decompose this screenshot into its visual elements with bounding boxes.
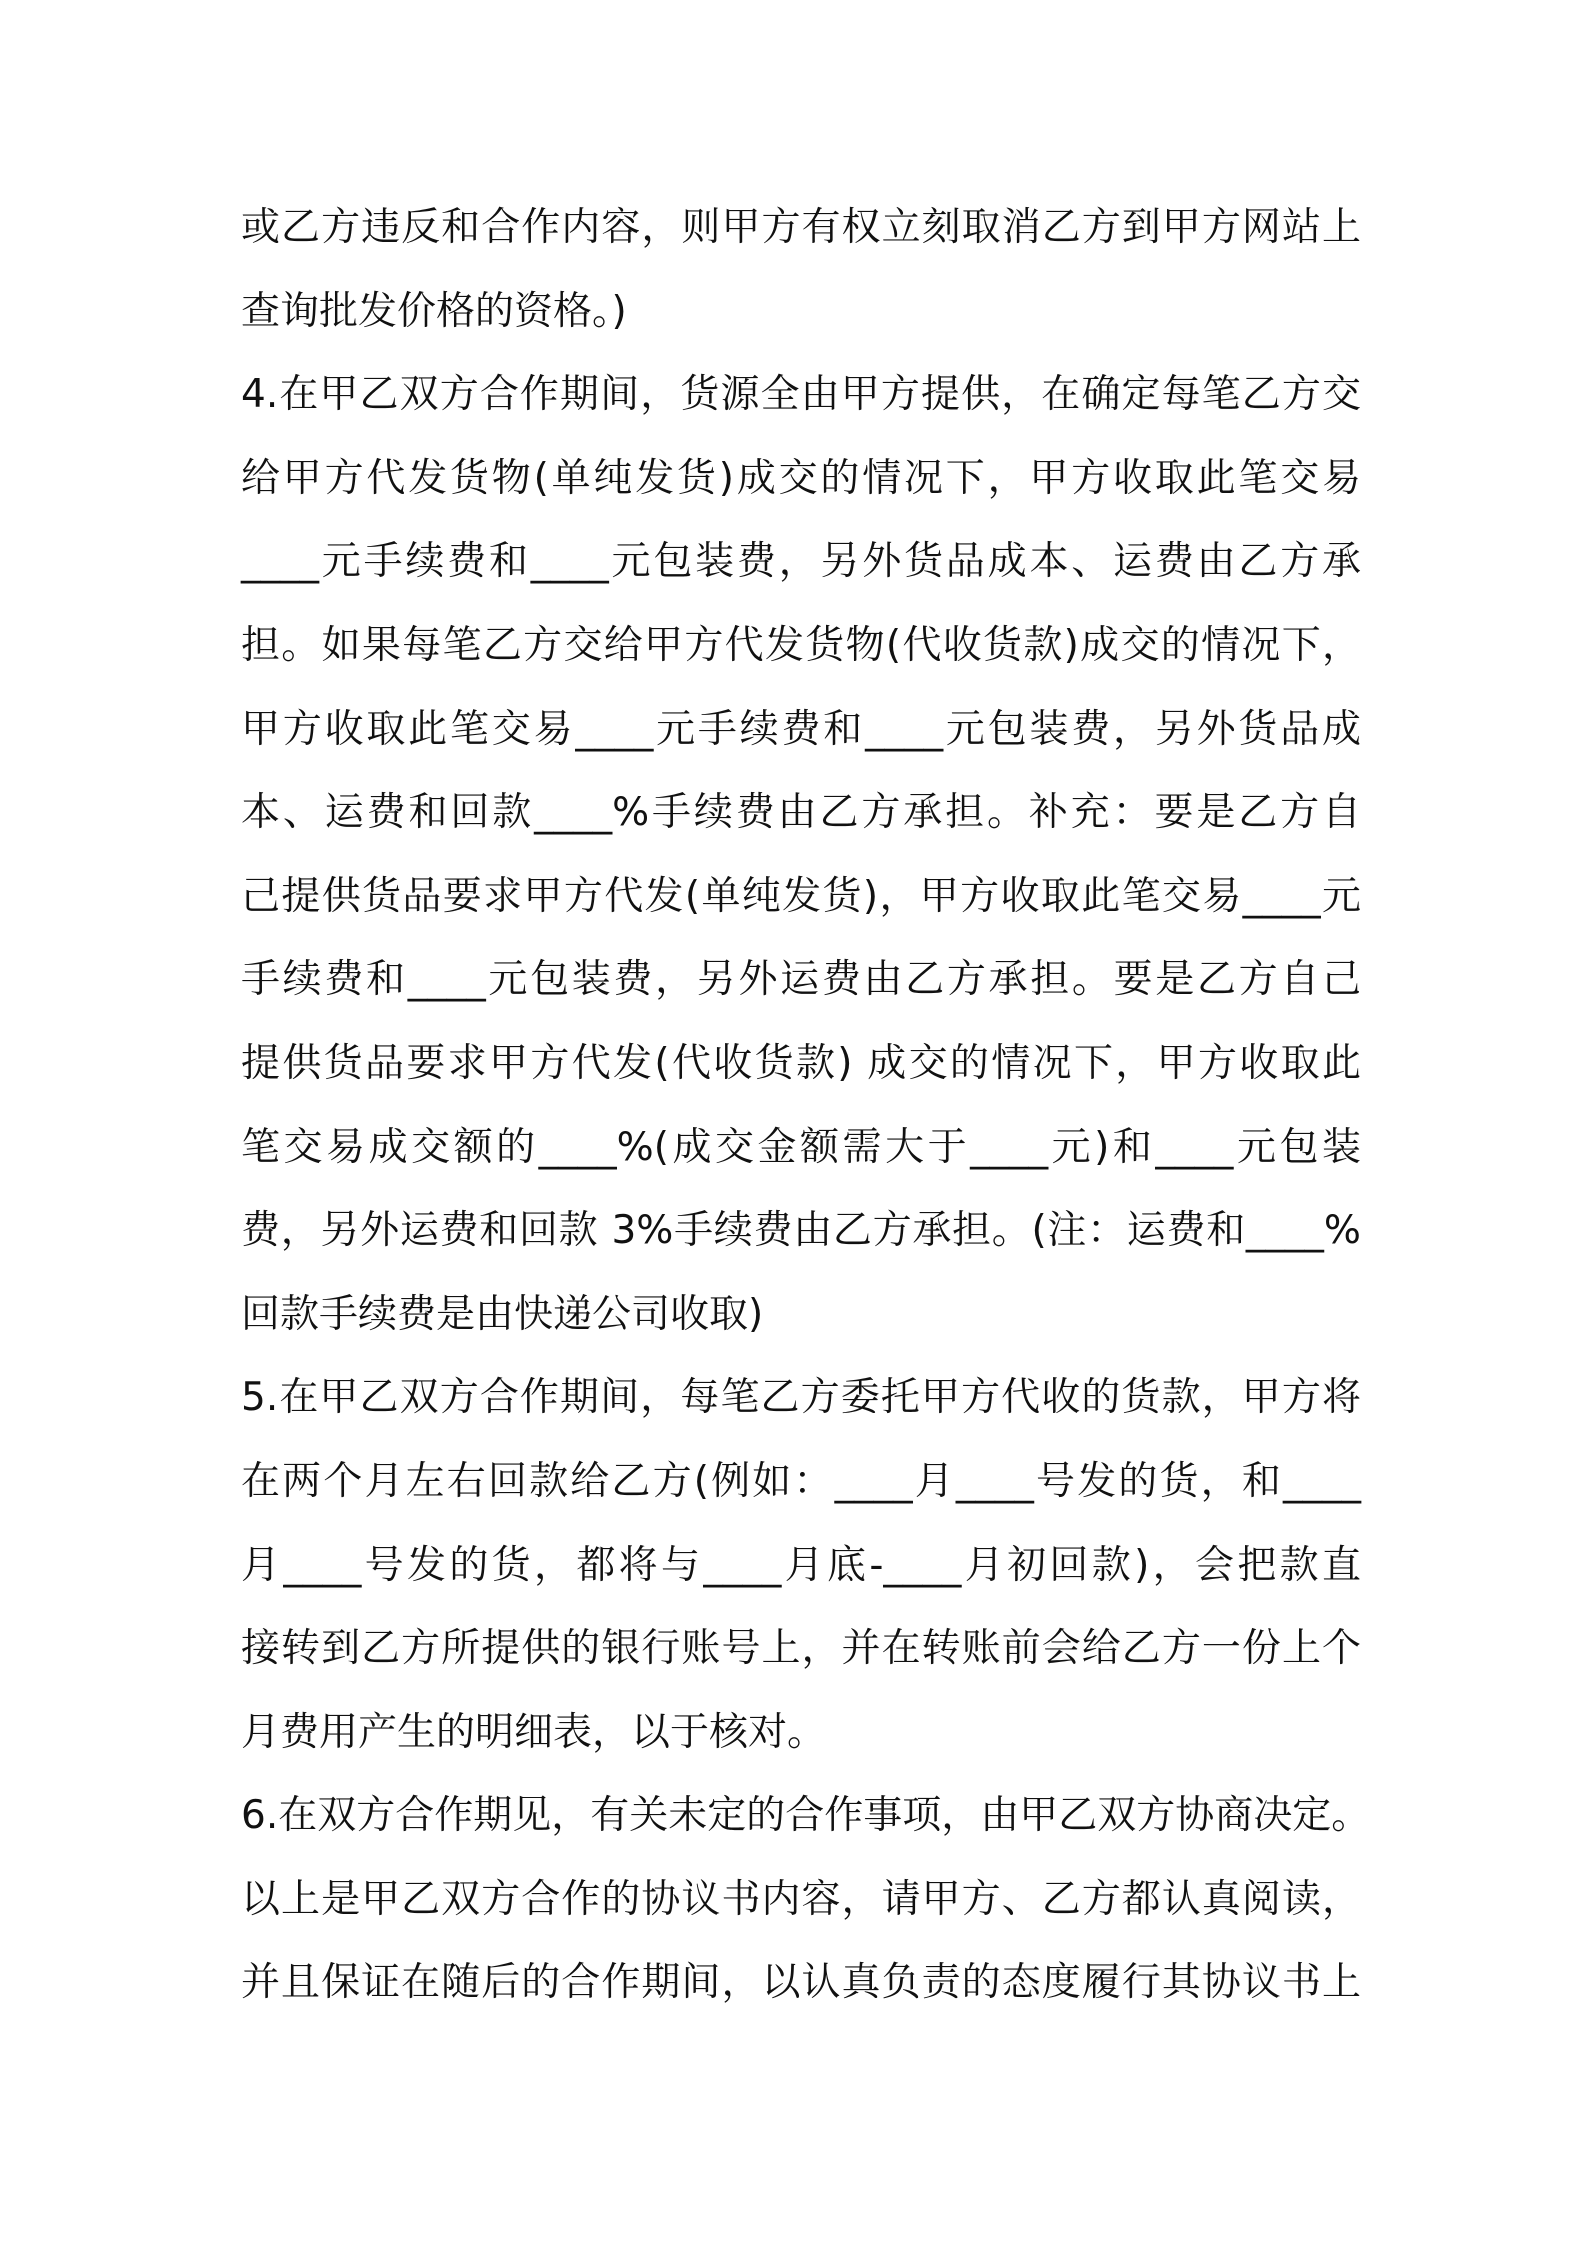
text-line-3: 4.在甲乙双方合作期间，货源全由甲方提供，在确定每笔乙方交 — [241, 372, 1361, 418]
text-line-22: 并且保证在随后的合作期间，以认真负责的态度履行其协议书上 — [241, 1960, 1361, 2006]
text-line-5: ____元手续费和____元包装费，另外货品成本、运费由乙方承 — [241, 539, 1361, 585]
text-line-10: 手续费和____元包装费，另外运费由乙方承担。要是乙方自己 — [241, 957, 1361, 1003]
text-line-12: 笔交易成交额的____%(成交金额需大于____元)和____元包装 — [241, 1124, 1361, 1170]
text-line-17: 月____号发的货，都将与____月底-____月初回款)，会把款直 — [241, 1542, 1361, 1588]
text-line-6: 担。如果每笔乙方交给甲方代发货物(代收货款)成交的情况下， — [241, 622, 1361, 668]
text-line-9: 己提供货品要求甲方代发(单纯发货)，甲方收取此笔交易____元 — [241, 873, 1361, 919]
agreement-body-text — [241, 186, 1371, 2025]
text-line-7: 甲方收取此笔交易____元手续费和____元包装费，另外货品成 — [241, 706, 1361, 752]
text-line-15: 5.在甲乙双方合作期间，每笔乙方委托甲方代收的货款，甲方将 — [241, 1375, 1361, 1421]
text-line-18: 接转到乙方所提供的银行账号上，并在转账前会给乙方一份上个 — [241, 1626, 1361, 1672]
text-line-19: 月费用产生的明细表，以于核对。 — [241, 1709, 827, 1755]
text-line-14: 回款手续费是由快递公司收取) — [241, 1291, 764, 1337]
text-line-20: 6.在双方合作期见，有关未定的合作事项，由甲乙双方协商决定。 — [241, 1793, 1371, 1839]
text-line-2: 查询批发价格的资格。) — [241, 288, 627, 334]
text-line-1: 或乙方违反和合作内容，则甲方有权立刻取消乙方到甲方网站上 — [241, 205, 1361, 250]
text-line-13: 费，另外运费和回款 3%手续费由乙方承担。(注：运费和____% — [241, 1208, 1361, 1254]
text-line-21: 以上是甲乙双方合作的协议书内容，请甲方、乙方都认真阅读， — [241, 1876, 1361, 1922]
text-line-4: 给甲方代发货物(单纯发货)成交的情况下，甲方收取此笔交易 — [241, 455, 1361, 501]
text-line-16: 在两个月左右回款给乙方(例如：____月____号发的货，和____ — [241, 1458, 1361, 1504]
text-line-8: 本、运费和回款____%手续费由乙方承担。补充：要是乙方自 — [241, 790, 1361, 836]
text-line-11: 提供货品要求甲方代发(代收货款) 成交的情况下，甲方收取此 — [241, 1040, 1361, 1086]
